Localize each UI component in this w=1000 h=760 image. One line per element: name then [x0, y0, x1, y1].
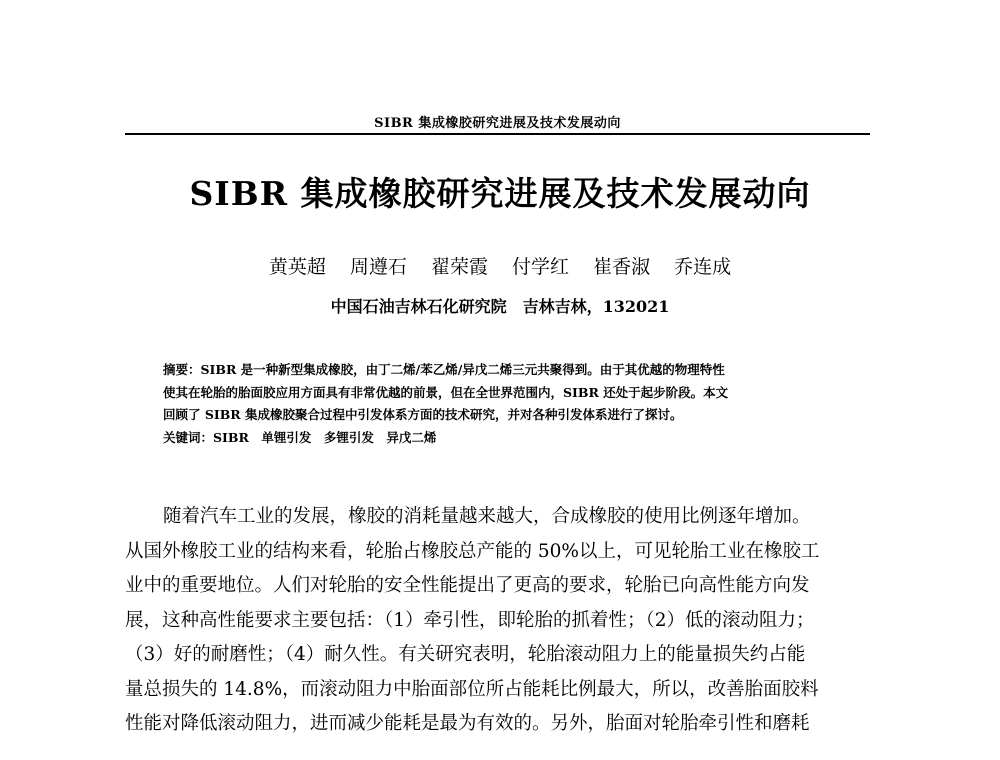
- body-line: 随着汽车工业的发展，橡胶的消耗量越来越大，合成橡胶的使用比例逐年增加。: [163, 506, 811, 527]
- author-name: 黄英超: [268, 256, 326, 278]
- abstract-line: 摘要：SIBR 是一种新型集成橡胶，由丁二烯/苯乙烯/异戊二烯三元共聚得到。由于其优越的物理特性: [163, 362, 725, 377]
- author-name: 崔香淑: [593, 256, 651, 278]
- body-line: （3）好的耐磨性；（4）耐久性。有关研究表明，轮胎滚动阻力上的能量损失约占能: [125, 644, 806, 665]
- abstract-line: 使其在轮胎的胎面胶应用方面具有非常优越的前景，但在全世界范围内，SIBR 还处于起步阶段。本文: [163, 384, 729, 400]
- author-name: 乔连成: [674, 256, 732, 278]
- abstract-block: [163, 359, 843, 449]
- body-paragraph: [125, 500, 870, 742]
- author-name: 付学红: [512, 256, 570, 278]
- abstract-line: 回顾了 SIBR 集成橡胶聚合过程中引发体系方面的技术研究，并对各种引发体系进行了探讨。: [163, 407, 683, 422]
- header-rule: [125, 133, 870, 135]
- body-line: 量总损失的 14.8%，而滚动阻力中胎面部位所占能耗比例最大，所以，改善胎面胶料: [125, 678, 819, 700]
- body-line: 展，这种高性能要求主要包括：（1）牵引性，即轮胎的抓着性；（2）低的滚动阻力；: [125, 609, 815, 631]
- affiliation: 中国石油吉林石化研究院 吉林吉林，132021: [330, 297, 670, 316]
- body-line: 业中的重要地位。人们对轮胎的安全性能提出了更高的要求，轮胎已向高性能方向发: [125, 575, 810, 596]
- author-list: [100, 252, 900, 279]
- keywords-line: 关键词：SIBR 单锂引发 多锂引发 异戊二烯: [163, 429, 437, 445]
- author-name: 周遵石: [349, 256, 407, 278]
- author-name: 翟荣霞: [430, 256, 488, 278]
- paper-title: SIBR 集成橡胶研究进展及技术发展动向: [189, 174, 811, 213]
- running-header: SIBR 集成橡胶研究进展及技术发展动向: [374, 116, 621, 131]
- body-line: 性能对降低滚动阻力，进而减少能耗是最为有效的。另外，胎面对轮胎牵引性和磨耗: [125, 713, 810, 734]
- body-line: 从国外橡胶工业的结构来看，轮胎占橡胶总产能的 50%以上，可见轮胎工业在橡胶工: [125, 540, 820, 562]
